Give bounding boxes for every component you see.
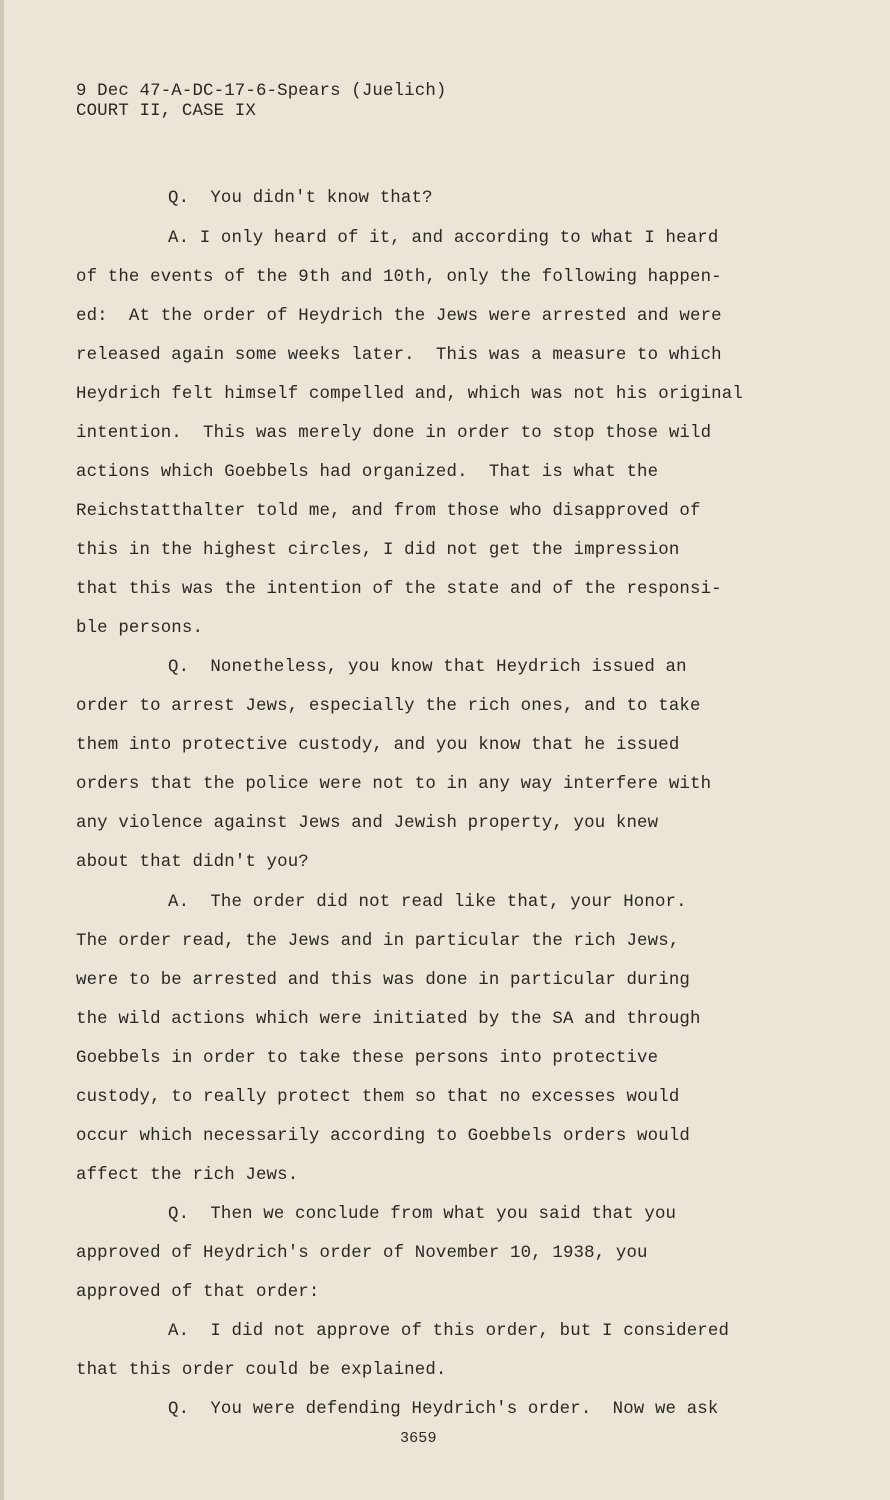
transcript-line: this in the highest circles, I did not get the impression (76, 541, 680, 560)
transcript-line: affect the rich Jews. (76, 1166, 299, 1185)
transcript-line: approved of Heydrich's order of November 10, 1938, you (76, 1244, 648, 1263)
transcript-line: Q. Nonetheless, you know that Heydrich issued an (168, 658, 687, 677)
header-court: COURT II, CASE IX (76, 102, 256, 121)
transcript-line: Heydrich felt himself compelled and, which was not his original (76, 385, 743, 404)
page-number: 3659 (400, 1430, 437, 1447)
transcript-line: them into protective custody, and you know that he issued (76, 736, 680, 755)
transcript-line: A. I did not approve of this order, but I considered (168, 1322, 730, 1341)
transcript-line: ed: At the order of Heydrich the Jews were arrested and were (76, 307, 722, 326)
transcript-line: that this order could be explained. (76, 1361, 447, 1380)
transcript-line: custody, to really protect them so that no excesses would (76, 1088, 680, 1107)
transcript-line: any violence against Jews and Jewish property, you knew (76, 814, 659, 833)
transcript-line: occur which necessarily according to Goebbels orders would (76, 1127, 690, 1146)
header-case-reference: 9 Dec 47-A-DC-17-6-Spears (Juelich) (76, 82, 447, 101)
transcript-line: Reichstatthalter told me, and from those who disapproved of (76, 502, 701, 521)
transcript-line: orders that the police were not to in any way interfere with (76, 775, 712, 794)
transcript-line: Q. You were defending Heydrich's order. Now we ask (168, 1400, 719, 1419)
transcript-line: released again some weeks later. This was a measure to which (76, 346, 722, 365)
transcript-line: ble persons. (76, 619, 204, 638)
transcript-line: Goebbels in order to take these persons into protective (76, 1049, 659, 1068)
transcript-line: Q. Then we conclude from what you said that you (168, 1205, 677, 1224)
transcript-line: of the events of the 9th and 10th, only the following happen- (76, 268, 722, 287)
transcript-line: were to be arrested and this was done in particular during (76, 971, 690, 990)
transcript-line: Q. You didn't know that? (168, 189, 433, 208)
transcript-line: intention. This was merely done in order to stop those wild (76, 424, 712, 443)
transcript-line: about that didn't you? (76, 853, 309, 872)
transcript-line: the wild actions which were initiated by the SA and through (76, 1010, 701, 1029)
transcript-line: order to arrest Jews, especially the rich ones, and to take (76, 697, 701, 716)
transcript-line: A. The order did not read like that, your Honor. (168, 893, 687, 912)
transcript-line: approved of that order: (76, 1283, 320, 1302)
transcript-line: that this was the intention of the state and of the responsi- (76, 580, 722, 599)
transcript-line: actions which Goebbels had organized. That is what the (76, 463, 659, 482)
transcript-line: A. I only heard of it, and according to what I heard (168, 229, 719, 248)
transcript-line: The order read, the Jews and in particular the rich Jews, (76, 932, 680, 951)
